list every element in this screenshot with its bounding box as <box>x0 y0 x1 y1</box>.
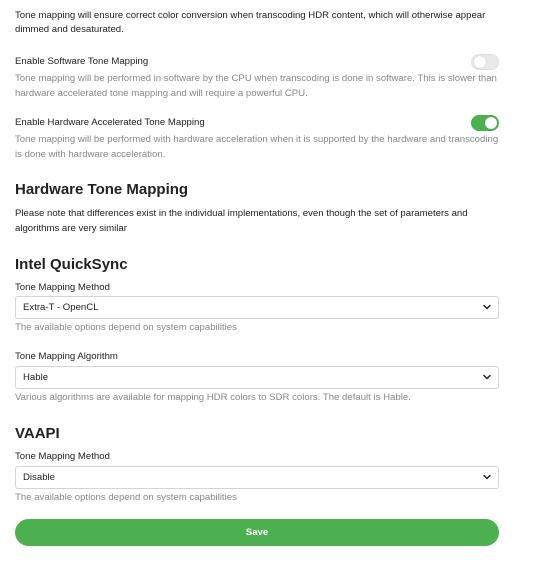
hardware-tone-mapping-row <box>15 115 499 131</box>
qsv-method-value: Extra-T - OpenCL <box>23 302 99 313</box>
toggle-knob <box>485 117 497 129</box>
hardware-section-title: Hardware Tone Mapping <box>15 181 189 198</box>
qsv-algorithm-help: Various algorithms are available for mapping HDR colors to SDR colors. The default is Hable. <box>15 392 411 403</box>
vaapi-method-help: The available options depend on system capabilities <box>15 492 237 503</box>
vaapi-method-value: Disable <box>23 472 55 483</box>
software-tone-mapping-toggle[interactable] <box>471 54 499 70</box>
qsv-algorithm-label: Tone Mapping Algorithm <box>15 351 118 362</box>
hardware-tone-mapping-toggle[interactable] <box>471 115 499 131</box>
save-button[interactable]: Save <box>15 519 499 546</box>
qsv-method-help: The available options depend on system capabilities <box>15 322 237 333</box>
chevron-down-icon <box>481 471 493 483</box>
hardware-section-note: Please note that differences exist in the individual implementations, even though the set of parameters and algorithms are very similar <box>15 208 468 234</box>
chevron-down-icon <box>481 301 493 313</box>
software-tone-mapping-help: Tone mapping will be performed in software by the CPU when transcoding is done in software. This is slower than hardware accelerated tone mapping and will require a powerful CPU. <box>15 73 497 99</box>
software-tone-mapping-label: Enable Software Tone Mapping <box>15 56 149 67</box>
toggle-knob <box>474 56 486 68</box>
chevron-down-icon <box>481 371 493 383</box>
qsv-method-label: Tone Mapping Method <box>15 282 110 293</box>
qsv-method-select[interactable] <box>15 296 499 319</box>
vaapi-method-select[interactable] <box>15 466 499 489</box>
hardware-tone-mapping-label: Enable Hardware Accelerated Tone Mapping <box>15 117 205 128</box>
qsv-algorithm-select[interactable] <box>15 366 499 389</box>
software-tone-mapping-row <box>15 54 499 70</box>
intro-text: Tone mapping will ensure correct color conversion when transcoding HDR content, which will otherwise appear dimmed and desaturated. <box>15 10 486 35</box>
intel-quicksync-title: Intel QuickSync <box>15 256 128 273</box>
vaapi-title: VAAPI <box>15 425 60 442</box>
qsv-algorithm-value: Hable <box>23 372 49 383</box>
vaapi-method-label: Tone Mapping Method <box>15 451 110 462</box>
hardware-tone-mapping-help: Tone mapping will be performed with hardware acceleration when it is supported by the hardware and transcoding is done with hardware acceleration. <box>15 134 499 160</box>
